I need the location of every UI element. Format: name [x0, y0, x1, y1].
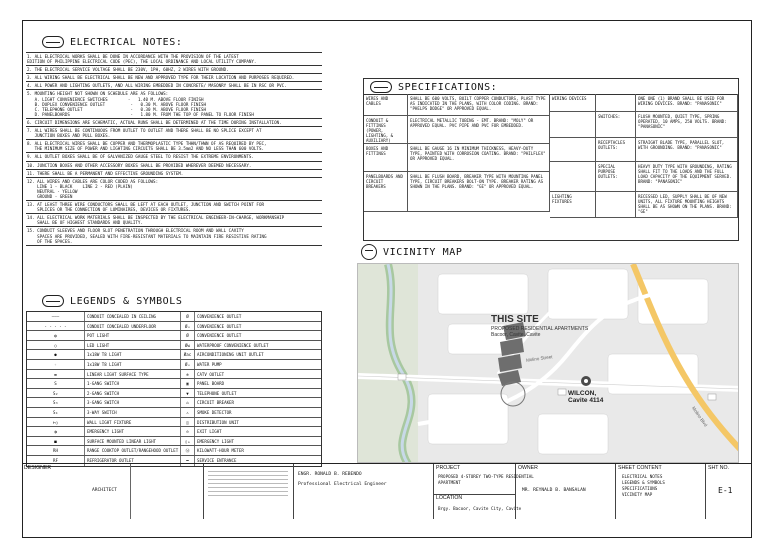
electrical-note-item: 13. AT LEAST THREE WIRE CONDUCTORS SHALL BE LEFT AT EACH OUTLET, JUNCTION AND SWITCH POINT FOR SPLICES OR THE CONNECTION OF LUMINAIRES, DEVICES OR FIXTURES.	[26, 200, 322, 213]
spec-value: ONE ONE (1) BRAND SHALL BE USED FOR WIRING DEVICES. BRAND: "PANASONIC"	[636, 94, 738, 112]
engineer-title: Professional Electrical Engineer	[298, 482, 387, 487]
electrical-note-item: 15. CONDUIT SLEEVES AND FLOOR SLOT PENETRATION THROUGH ELECTRICAL ROOM AND WALL CAVITY SPACES ARE PROVIDED, SEALED WITH FIRE-RESISTANT MATERIALS TO MAINTAIN FIRE RESISTIVE RATING OF THE SPACES.	[26, 226, 322, 245]
legend-description: WALL LIGHT FIXTURE	[85, 418, 181, 427]
sheet-content-cell	[616, 464, 706, 519]
legend-description: WATERPROOF CONVENIENCE OUTLET	[197, 342, 269, 348]
legend-description: SERVICE ENTRANCE	[197, 457, 237, 463]
legend-symbol: Øᵤ	[181, 360, 195, 369]
legend-description: LED LIGHT	[85, 341, 181, 350]
legend-description: CATV OUTLET	[197, 371, 225, 377]
electrical-notes-list	[26, 52, 322, 246]
electrical-note-item: 5. MOUNTING HEIGHT NOT SHOWN ON SCHEDULE ARE AS FOLLOWS: A. LIGHT CONVENIENCE SWITCHES - 1.40 M. ABOVE FLOOR FINISH B. DUPLEX CONVENIENCE OUTLET - 0.30 M. ABOVE FLOOR FINISH C. TELEPHONE OUTLET - 0.30 M. ABOVE FLOOR FINISH D. PANELBOARDS - 1.80 M. FROM THE TOP OF PANEL TO FLOOR FINISH	[26, 89, 322, 117]
legend-symbol: ▼	[181, 389, 195, 398]
legend-symbol: S₂	[27, 389, 85, 398]
owner-header: OWNER	[518, 465, 538, 471]
legend-symbol: Ø	[181, 312, 195, 321]
legend-row	[27, 437, 321, 447]
vicinity-map-title: VICINITY MAP	[383, 246, 463, 258]
vicinity-map-header	[361, 244, 462, 260]
legend-row	[27, 418, 321, 428]
legend-description: EXIT LIGHT	[197, 429, 222, 435]
legends-title: LEGENDS & SYMBOLS	[70, 295, 183, 307]
spec-value: RECESSED LED, SUPPLY SHALL BE OF NEW UNITS, ALL FIXTURE MOUNTING HEIGHTS SHALL BE AS SHOWN ON THE PLANS. BRAND: "GE"	[636, 192, 738, 218]
designer-value: ARCHITECT	[92, 488, 117, 493]
designer-cell	[22, 464, 204, 519]
electrical-note-item: 14. ALL ELECTRICAL WORK MATERIALS SHALL BE INSPECTED BY THE ELECTRICAL ENGINEER-IN-CHARGE, WORKMANSHIP SHALL BE OF HIGHEST STANDARDS AND QUALITY.	[26, 213, 322, 226]
spec-label	[550, 162, 596, 192]
legend-symbol: ⊢○	[27, 418, 85, 427]
electrical-note-item: 1. ALL ELECTRICAL WORKS SHALL BE DONE IN ACCORDANCE WITH THE PROVISION OF THE LATEST EDITION OF PHILIPPINE ELECTRICAL CODE (PEC), THE LOCAL ORDINANCE AND LOCAL UTILITY COMPANY.	[26, 52, 322, 65]
legend-row	[27, 446, 321, 456]
legend-symbol: RH	[27, 446, 85, 455]
legend-description: TELEPHONE OUTLET	[197, 390, 237, 396]
sheet-number-cell	[706, 464, 752, 519]
legend-symbol: S₃	[27, 398, 85, 407]
legend-row	[27, 312, 321, 322]
legend-description: 3-GANG SWITCH	[85, 398, 181, 407]
designer-header: DESIGNER	[24, 465, 52, 471]
legend-description: LINEAR LIGHT SURFACE TYPE	[85, 370, 181, 379]
spec-label: WIRES AND CABLES	[364, 94, 408, 116]
owner-cell	[516, 464, 616, 519]
legend-description: REFRIGERATOR OUTLET	[85, 456, 181, 466]
legend-description: 3-WAY SWITCH	[85, 408, 181, 417]
legend-row	[27, 360, 321, 370]
legends-table	[26, 311, 322, 467]
spec-sub-label: RECEPTACLES OUTLETS:	[596, 138, 636, 162]
location-header: LOCATION	[436, 495, 463, 501]
engineer-cell	[294, 464, 434, 519]
specifications-header	[370, 81, 497, 93]
legend-row	[27, 370, 321, 380]
legend-symbol: ◍	[27, 331, 85, 340]
legend-description: 2-GANG SWITCH	[85, 389, 181, 398]
electrical-note-item: 4. ALL POWER AND LIGHTING OUTLETS, AND ALL WIRING EMBEDDED IN CONCRETE/ MASONRY SHALL BE IN RSC OR PVC.	[26, 81, 322, 89]
legend-description: DISTRIBUTION UNIT	[197, 419, 239, 425]
spec-sub-label: SPECIAL PURPOSE OUTLETS:	[596, 162, 636, 192]
spec-value: SHALL BE 600 VOLTS, BUILT COPPER CONDUCTORS, PLAST TYPE AS INDICATED IN THE PLANS, WITH COLOR CODING. BRAND: "PHELPS DODGE" OR APPROVED EQUAL.	[408, 94, 550, 116]
legend-symbol: ○	[27, 341, 85, 350]
electrical-note-item: 3. ALL WIRING SHALL BE ELECTRICAL SHALL BE NEW AND APPROVED TYPE FOR THEIR LOCATION AND PURPOSES REQUIRED.	[26, 73, 322, 81]
legend-row	[27, 408, 321, 418]
legend-description: 1x18W T8 LIGHT	[85, 350, 181, 359]
legend-symbol: ▣	[181, 379, 195, 388]
legend-symbol: ⚠	[181, 408, 195, 417]
legend-symbol: ▬	[27, 370, 85, 379]
spec-sub-label	[596, 192, 636, 218]
legend-symbol: ———	[27, 312, 85, 321]
spec-label: WIRING DEVICES	[550, 94, 596, 112]
legend-row	[27, 322, 321, 332]
electrical-notes-header	[42, 36, 183, 48]
legend-description: CONDUIT CONCEALED IN CEILING	[85, 312, 181, 321]
specifications-table	[364, 94, 738, 240]
engineer-notes-cell	[204, 464, 294, 519]
section-symbol-icon	[370, 81, 392, 93]
spec-label	[550, 138, 596, 162]
legend-row	[27, 398, 321, 408]
spec-label: BOXES AND FITTINGS	[364, 144, 408, 172]
street-label-1: Molino Street	[525, 354, 553, 363]
spec-label: LIGHTING FIXTURES	[550, 192, 596, 218]
legend-description: CONVENIENCE OUTLET	[197, 323, 242, 329]
legend-symbol: Øw	[181, 341, 195, 350]
legend-description: 1x18W T8 LIGHT	[85, 360, 181, 369]
site-sub-label: PROPOSED RESIDENTIAL APARTMENTS Bacoor, Cavite, Cavite	[491, 326, 589, 338]
legend-description: CONVENIENCE OUTLET	[197, 314, 242, 319]
spec-value: SHALL BE FLUSH BOARD, BREAKER TYPE WITH MOUNTING PANEL TYPE, CIRCUIT BREAKERS BOLT-ON TYPE. BREAKER RATING AS SHOWN IN THE PLANS. BRAND: "GE" OR APPROVED EQUAL.	[408, 172, 550, 212]
legend-row	[27, 350, 321, 360]
legend-symbol: ═	[181, 456, 195, 466]
spec-label: CONDUIT & FITTINGS (POWER, LIGHTING, & AUXILIARY)	[364, 116, 408, 144]
fine-print-block	[208, 468, 288, 496]
spec-value: SHALL BE GAUGE 16 IN MINIMUM THICKNESS, HEAVY-DUTY TYPE, PAINTED WITH CORROSION COATING. BRAND: "PHILFLEX" OR APPROVED EQUAL.	[408, 144, 550, 172]
legend-row	[27, 341, 321, 351]
legend-description: WATER PUMP	[197, 361, 222, 367]
electrical-note-item: 8. ALL ELECTRICAL WIRES SHALL BE COPPER AND THERMOPLASTIC TYPE THHN/THWN OF AS REQUIRED BY PEC, THE MINIMUM SIZE OF POWER AND LIGHTING CIRCUITS SHALL BE 3.5mm2 AND NO LESS THAN 600 VOLTS.	[26, 139, 322, 152]
electrical-note-item: 2. THE ELECTRICAL SERVICE VOLTAGE SHALL BE 230V, 1PH, 60HZ, 2 WIRES WITH GROUND.	[26, 65, 322, 73]
compass-icon	[361, 244, 377, 260]
legend-description: RANGE COOKTOP OUTLET/RANGEHOOD OUTLET	[85, 446, 181, 455]
street-label-2: Molino Blvd	[690, 405, 709, 428]
spec-value: HEAVY DUTY TYPE WITH GROUNDING, RATING SHALL FIT TO THE LOADS AND THE FULL LOAD CAPACITY OF THE EQUIPMENT SERVED. BRAND: "PANASONIC"	[636, 162, 738, 192]
legend-description: SMOKE DETECTOR	[197, 409, 232, 415]
spec-sub-label: SWITCHES:	[596, 112, 636, 138]
specifications-box	[363, 78, 739, 241]
legend-description: 1-GANG SWITCH	[85, 379, 181, 388]
legend-description: CONVENIENCE OUTLET	[197, 333, 242, 339]
location-value: Brgy. Bacoor, Cavite City, Cavite	[438, 506, 522, 511]
legend-symbol: ■	[27, 437, 85, 446]
legend-symbol: - - - - -	[27, 322, 85, 331]
owner-value: MR. REYNALD B. BANSALAN	[522, 488, 586, 493]
spec-sub-label	[596, 94, 636, 112]
spec-label: PANELBOARDS AND CIRCUIT BREAKERS	[364, 172, 408, 212]
spec-value: FLUSH MOUNTED, QUIET TYPE, SPRING OPERATED, 10 AMPS, 250 VOLTS. BRAND: "PANASONIC"	[636, 112, 738, 138]
site-label: THIS SITE	[491, 314, 539, 325]
electrical-note-item: 7. ALL WIRES SHALL BE CONTINUOUS FROM OUTLET TO OUTLET AND THERE SHALL BE NO SPLICE EXCEPT AT JUNCTION BOXES AND PULL BOXES.	[26, 126, 322, 139]
legend-description: CIRCUIT BREAKER	[197, 400, 234, 406]
legend-symbol: Øac	[181, 350, 195, 359]
legend-symbol: Ø	[181, 331, 195, 340]
map-graphic	[358, 264, 739, 463]
place-label: WILCON, Cavite 4114	[568, 390, 604, 404]
specifications-title: SPECIFICATIONS:	[398, 81, 498, 93]
electrical-note-item: 11. THERE SHALL BE A PERMANENT AND EFFECTIVE GROUNDING SYSTEM.	[26, 169, 322, 177]
sheet-number-header: SHT NO.	[708, 465, 729, 471]
legend-symbol: ⊗	[181, 370, 195, 379]
legend-symbol: ⊙	[181, 427, 195, 436]
legend-description: KILOWATT-HOUR METER	[197, 448, 244, 454]
title-block	[22, 463, 752, 518]
electrical-note-item: 10. JUNCTION BOXES AND OTHER ACCESSORY BOXES SHALL BE PROVIDED WHEREVER DEEMED NECESSARY.	[26, 161, 322, 169]
legend-row	[27, 389, 321, 399]
section-symbol-icon	[42, 36, 64, 48]
vicinity-map	[357, 263, 739, 463]
project-header: PROJECT	[436, 465, 461, 471]
legend-description: AIRCONDITIONING UNIT OUTLET	[197, 352, 264, 358]
electrical-note-item: 12. ALL WIRES AND CABLES ARE COLOR CODED AS FOLLOWS: LINE 1 - BLACK LINE 2 - RED (PLAIN) NEUTRAL - YELLOW GROUND - GREEN	[26, 177, 322, 200]
legend-symbol: Øᵤ	[181, 322, 195, 331]
legend-symbol: ◦	[27, 360, 85, 369]
spec-value: ELECTRICAL METALLIC TUBING - EMT. BRAND: "MOLY" OR APPROVED EQUAL. PVC PIPE AND PVC FOR EMBEDDED.	[408, 116, 550, 144]
legend-symbol: ⌂	[181, 398, 195, 407]
legend-symbol: ◫	[181, 418, 195, 427]
legend-row	[27, 379, 321, 389]
legend-description: EMERGENCY LIGHT	[85, 427, 181, 436]
electrical-notes-title: ELECTRICAL NOTES:	[70, 36, 183, 48]
legend-symbol: Ⓜ	[181, 446, 195, 455]
legend-description: PANEL BOARD	[197, 381, 225, 387]
electrical-note-item: 6. CIRCUIT DIMENSIONS ARE SCHEMATIC, ACTUAL RUNS SHALL BE DETERMINED AT THE TIME DURING INSTALLATION.	[26, 118, 322, 126]
legend-symbol: S	[27, 379, 85, 388]
legend-symbol: ◑	[27, 427, 85, 436]
legend-row	[27, 427, 321, 437]
legend-description: POT LIGHT	[85, 331, 181, 340]
spec-label	[550, 112, 596, 138]
legend-description: EMERGENCY LIGHT	[197, 438, 234, 444]
legend-symbol: ●	[27, 350, 85, 359]
section-symbol-icon	[42, 295, 64, 307]
legend-description: SURFACE MOUNTED LINEAR LIGHT	[85, 437, 181, 446]
legend-description: CONDUIT CONCEALED UNDERFLOOR	[85, 322, 181, 331]
project-value: PROPOSED 4-STOREY TWO-TYPE RESIDENTIAL APARTMENT	[438, 474, 534, 485]
electrical-note-item: 9. ALL OUTLET BOXES SHALL BE OF GALVANIZED GAUGE STEEL TO RESIST THE EXTREME ENVIRONMENTS.	[26, 152, 322, 160]
legend-symbol: ▯ₐ	[181, 437, 195, 446]
sheet-number-value: E-1	[718, 486, 733, 495]
legend-symbol: S₄	[27, 408, 85, 417]
sheet-content-header: SHEET CONTENT	[618, 465, 662, 471]
sheet-content-value: ELECTRICAL NOTES LEGENDS & SYMBOLS SPECIFICATIONS VICINITY MAP	[622, 474, 665, 497]
legend-row	[27, 331, 321, 341]
legends-header	[42, 295, 183, 307]
spec-value: STRAIGHT BLADE TYPE, PARALLEL SLOT, WITH GROUNDING. BRAND: "PANASONIC"	[636, 138, 738, 162]
legend-symbol: RF	[27, 456, 85, 466]
engineer-name: ENGR. RONALD B. REBENDO	[298, 472, 362, 477]
